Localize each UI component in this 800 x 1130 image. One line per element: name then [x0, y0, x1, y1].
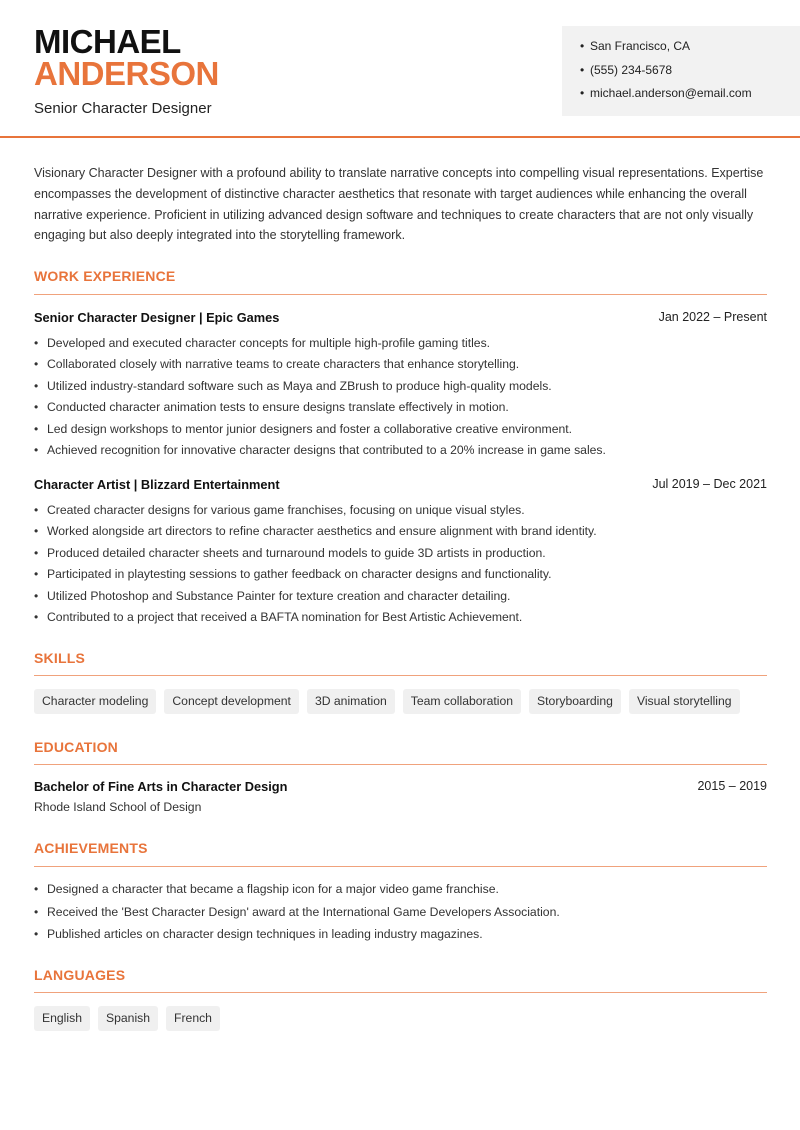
list-item [34, 356, 767, 377]
job-role: Senior Character Designer | Epic Games [34, 310, 280, 325]
list-item-text: Worked alongside art directors to refine character aesthetics and ensure alignment with brand identity. [47, 524, 597, 539]
education-dates: 2015 – 2019 [697, 779, 767, 793]
list-item [34, 442, 767, 463]
section-title-skills: SKILLS [34, 650, 85, 666]
job-bullets [34, 335, 767, 463]
bullet-icon: • [34, 882, 39, 896]
bullet-icon: • [580, 86, 585, 100]
list-item [34, 378, 767, 399]
job-dates: Jul 2019 – Dec 2021 [652, 477, 767, 491]
list-item-text: Utilized Photoshop and Substance Painter for texture creation and character detailing. [47, 588, 511, 603]
bullet-icon: • [34, 442, 39, 457]
bullet-icon: • [34, 545, 39, 560]
list-item-text: Led design workshops to mentor junior designers and foster a collaborative creative environment. [47, 421, 573, 436]
job-dates: Jan 2022 – Present [658, 310, 767, 324]
language-tag: French [166, 1006, 220, 1031]
list-item [34, 399, 767, 420]
section-divider [34, 866, 767, 867]
contact-email-text: michael.anderson@email.com [590, 86, 752, 100]
contact-location [580, 38, 800, 62]
contact-location-text: San Francisco, CA [590, 39, 691, 53]
education-header [34, 779, 767, 794]
section-divider [34, 675, 767, 676]
last-name: ANDERSON [34, 55, 219, 92]
achievements-list [34, 881, 767, 949]
list-item [34, 421, 767, 442]
bullet-icon: • [580, 39, 585, 53]
bullet-icon: • [34, 588, 39, 603]
bullet-icon: • [580, 62, 585, 77]
job-bullets [34, 502, 767, 630]
job-role: Character Artist | Blizzard Entertainment [34, 477, 280, 492]
job-header [34, 477, 767, 492]
first-name: MICHAEL [34, 23, 181, 60]
bullet-icon: • [34, 357, 39, 372]
section-title-achievements: ACHIEVEMENTS [34, 840, 148, 856]
language-tag: Spanish [98, 1006, 158, 1031]
skill-tag: 3D animation [307, 689, 395, 714]
bullet-icon: • [34, 904, 39, 919]
list-item-text: Conducted character animation tests to ensure designs translate effectively in motion. [47, 400, 509, 415]
list-item [34, 545, 767, 566]
bullet-icon: • [34, 503, 39, 517]
school-name: Rhode Island School of Design [34, 800, 202, 814]
list-item-text: Contributed to a project that received a BAFTA nomination for Best Artistic Achievement. [47, 609, 523, 624]
list-item-text: Received the 'Best Character Design' award at the International Game Developers Association. [47, 904, 560, 919]
job-title: Senior Character Designer [34, 100, 212, 117]
bullet-icon: • [34, 421, 39, 436]
list-item [34, 904, 767, 927]
bullet-icon: • [34, 378, 39, 393]
list-item [34, 523, 767, 544]
list-item [34, 502, 767, 523]
list-item [34, 926, 767, 949]
list-item [34, 335, 767, 356]
contact-phone [580, 62, 800, 86]
list-item-text: Developed and executed character concepts for multiple high-profile gaming titles. [47, 336, 491, 350]
section-title-education: EDUCATION [34, 739, 118, 755]
skill-tag: Storyboarding [529, 689, 621, 714]
list-item [34, 609, 767, 630]
section-title-work: WORK EXPERIENCE [34, 268, 176, 284]
bullet-icon: • [34, 400, 39, 415]
section-divider [34, 294, 767, 295]
resume-header [0, 0, 800, 138]
contact-box [562, 26, 800, 116]
section-divider [34, 992, 767, 993]
list-item-text: Produced detailed character sheets and turnaround models to guide 3D artists in production. [47, 545, 546, 560]
skills-list [34, 689, 740, 714]
bullet-icon: • [34, 567, 39, 582]
list-item-text: Published articles on character design techniques in leading industry magazines. [47, 927, 483, 941]
skill-tag: Visual storytelling [629, 689, 740, 714]
skill-tag: Character modeling [34, 689, 156, 714]
language-tag: English [34, 1006, 90, 1031]
degree: Bachelor of Fine Arts in Character Design [34, 779, 288, 794]
list-item-text: Achieved recognition for innovative character designs that contributed to a 20% increase in game sales. [47, 442, 606, 457]
list-item-text: Utilized industry-standard software such as Maya and ZBrush to produce high-quality models. [47, 378, 552, 393]
skill-tag: Concept development [164, 689, 299, 714]
bullet-icon: • [34, 524, 39, 539]
list-item-text: Participated in playtesting sessions to gather feedback on character designs and functionality. [47, 567, 552, 582]
bullet-icon: • [34, 927, 39, 941]
languages-list [34, 1006, 220, 1031]
list-item-text: Collaborated closely with narrative teams to create characters that enhance storytelling. [47, 357, 520, 372]
list-item [34, 588, 767, 609]
summary-paragraph: Visionary Character Designer with a profound ability to translate narrative concepts into compelling visual representations. Expertise encompasses the development of distinctive character aesthetics that resonate with target audiences while enhancing the overall narrative experience. Proficient in utilizing advanced design software and techniques to create characters that are not only visually engaging but also deeply integrated into the storytelling framework. [34, 166, 764, 243]
list-item [34, 881, 767, 904]
list-item-text: Designed a character that became a flagship icon for a major video game franchise. [47, 882, 499, 896]
skill-tag: Team collaboration [403, 689, 521, 714]
contact-email [580, 85, 800, 109]
job-header [34, 310, 767, 325]
bullet-icon: • [34, 609, 39, 624]
list-item-text: Created character designs for various game franchises, focusing on unique visual styles. [47, 503, 525, 517]
bullet-icon: • [34, 336, 39, 350]
section-divider [34, 764, 767, 765]
list-item [34, 566, 767, 587]
section-title-languages: LANGUAGES [34, 967, 126, 983]
contact-phone-text: (555) 234-5678 [590, 62, 673, 77]
